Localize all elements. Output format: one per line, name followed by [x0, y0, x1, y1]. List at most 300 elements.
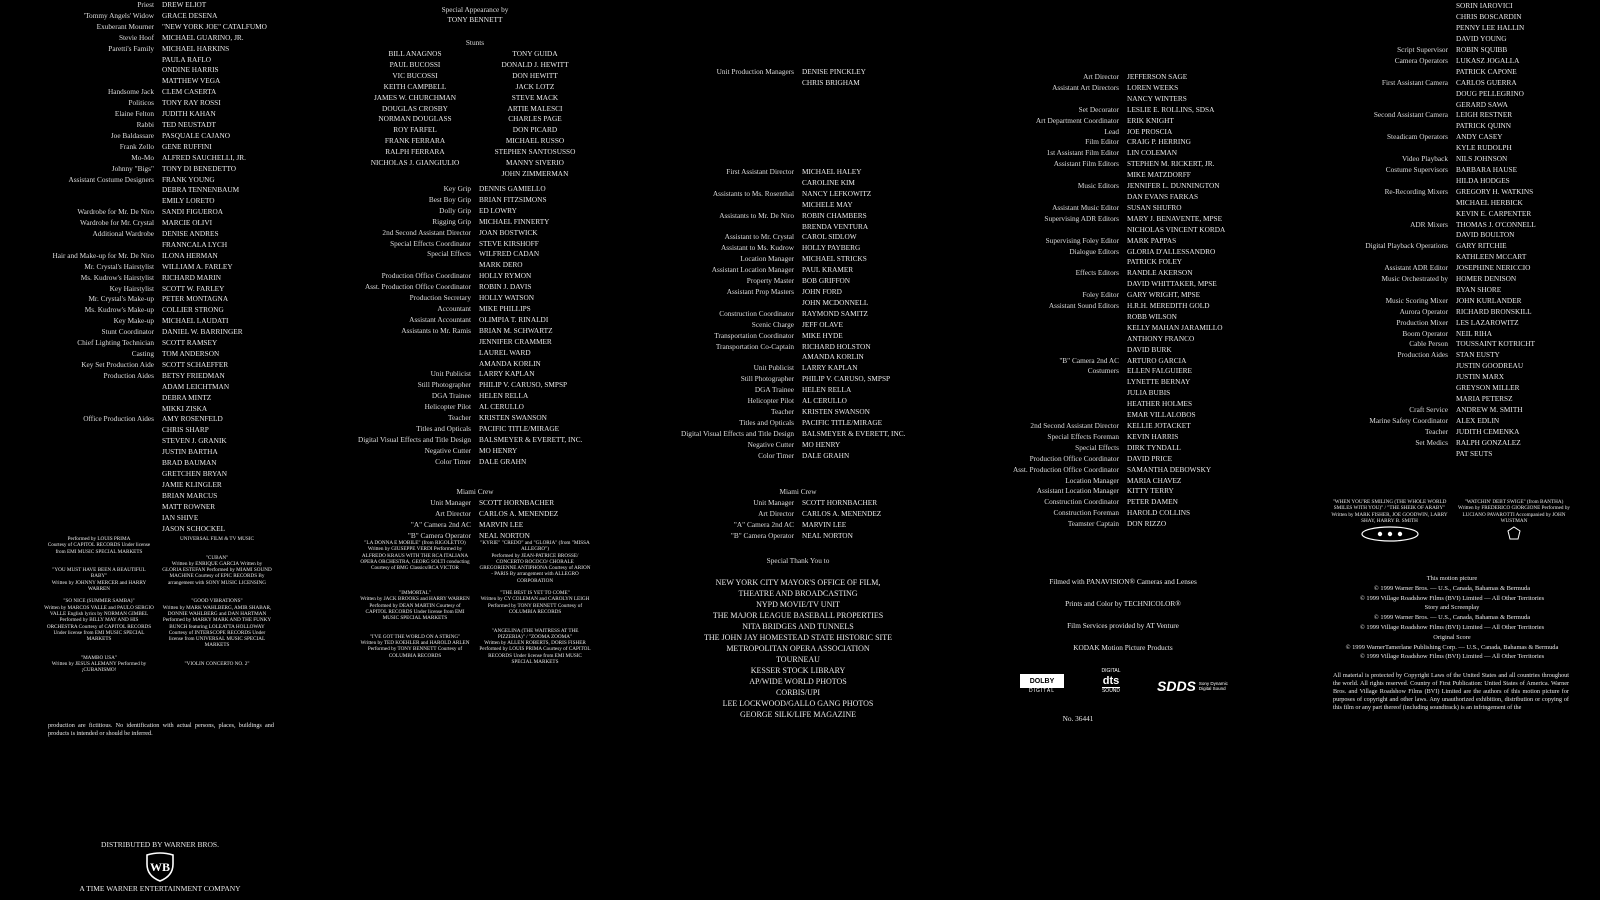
credit-row	[1003, 170, 1243, 181]
credit-role: Key Make-up	[113, 316, 154, 326]
credit-name: NILS JOHNSON	[1456, 154, 1508, 164]
miami-crew-heading: Miami Crew	[779, 487, 817, 496]
credit-name: SCOTT SCHAEFFER	[162, 359, 229, 369]
credit-name: RYAN SHORE	[1456, 284, 1502, 294]
song-title: "ANGELINA (THE WAITRESS AT THE PIZZERIA)" / "ZOOMA ZOOMA"	[491, 627, 579, 640]
song-credit	[162, 598, 272, 648]
credit-row	[1003, 519, 1243, 530]
song-body: Written by GIUSEPPE VERDI Performed by ALFREDO KRAUS WITH THE RCA ITALIANA OPERA ORCHESTRA, GEORG SOLTI conducting Courtesy of BMG Classics/RCA VICTOR	[360, 546, 470, 572]
credit-row	[1003, 83, 1243, 94]
credit-row	[678, 200, 918, 211]
credit-name: JUSTIN MARX	[1456, 372, 1505, 382]
credit-role: "A" Camera 2nd AC	[410, 519, 471, 529]
credit-row	[678, 396, 918, 407]
credit-name: MICHAEL STRICKS	[802, 254, 867, 264]
song-credit-right	[1455, 499, 1573, 540]
credit-role	[1327, 89, 1452, 100]
credit-name: KEVIN E. CARPENTER	[1456, 208, 1532, 218]
credit-role: Assistants to Mr. De Niro	[719, 210, 794, 220]
credit-name: BRAD BAUMAN	[162, 458, 217, 468]
credit-name: RAYMOND SAMITZ	[802, 308, 869, 318]
credit-role: Supervising Foley Editor	[1045, 235, 1119, 245]
copyright-line: This motion picture	[1426, 575, 1478, 582]
song-title: "THE BEST IS YET TO COME"	[500, 590, 570, 597]
credit-name: GRACE DESENA	[162, 10, 218, 20]
credit-row	[40, 458, 276, 469]
credit-row	[40, 425, 276, 436]
stunt-name: DON HEWITT	[512, 70, 558, 80]
credit-name: BALSMEYER & EVERETT, INC.	[802, 428, 906, 438]
credit-role	[40, 393, 158, 404]
credit-row	[1003, 399, 1243, 410]
credit-role: Key Hairstylist	[109, 283, 154, 293]
credit-role: Costume Supervisors	[1385, 164, 1448, 174]
song-credit	[44, 536, 154, 555]
credit-name: MARVIN LEE	[802, 519, 847, 529]
credit-role: Handsome Jack	[108, 87, 154, 97]
credit-role	[678, 222, 798, 233]
credit-role	[40, 65, 158, 76]
credit-role: Foley Editor	[1082, 290, 1119, 300]
credit-row	[1003, 181, 1243, 192]
credit-role: Chief Lighting Technician	[77, 338, 154, 348]
credit-name: GLORIA D'ALLESSANDRO	[1127, 246, 1216, 256]
credit-role: Best Boy Grip	[428, 194, 471, 204]
credit-name: JUDITH KAHAN	[162, 109, 216, 119]
credit-row	[1327, 307, 1577, 318]
credit-row	[1327, 110, 1577, 121]
credit-role: Costumers	[1087, 366, 1119, 376]
stunts-heading: Stunts	[465, 38, 485, 47]
credit-name: AMANDA KORLIN	[479, 358, 541, 368]
credit-name: DON RIZZO	[1127, 519, 1167, 529]
credit-role: Effects Editors	[1075, 268, 1119, 278]
credit-name: COLLIER STRONG	[162, 305, 224, 315]
song-credit	[359, 590, 471, 621]
credit-role: Craft Service	[1409, 404, 1448, 414]
credit-row	[678, 222, 918, 233]
credit-row	[355, 260, 595, 271]
credit-row	[1003, 356, 1243, 367]
credit-row	[40, 338, 276, 349]
panavision-credit: Filmed with PANAVISION® Cameras and Lenses	[1049, 577, 1197, 586]
credit-name: LARRY KAPLAN	[802, 363, 858, 373]
credit-role: Assistant Location Manager	[711, 265, 794, 275]
credits-list	[355, 184, 595, 468]
credit-row	[40, 393, 276, 404]
credit-role: Re-Recording Mixers	[1384, 186, 1448, 196]
credit-role	[1327, 209, 1452, 220]
copyright-line: © 1999 Village Roadshow Films (BVI) Limited — All Other Territories	[1359, 623, 1545, 631]
credit-row	[355, 304, 595, 315]
credit-role: 1st Assistant Film Editor	[1046, 148, 1119, 158]
credit-row	[1327, 372, 1577, 383]
credit-row	[355, 424, 595, 435]
credit-row	[678, 374, 918, 385]
credit-row	[1327, 383, 1577, 394]
song-body: Written by CY COLEMAN and CAROLYN LEIGH Performed by TONY BENNETT Courtesy of COLUMBIA RECORDS	[480, 596, 590, 615]
credit-row	[355, 348, 595, 359]
credit-role: Assistant Accountant	[409, 314, 471, 324]
credit-role: "B" Camera Operator	[730, 530, 794, 540]
credit-row	[355, 293, 595, 304]
credit-role: Casting	[131, 349, 154, 358]
credit-role	[1003, 323, 1123, 334]
credit-name: JOAN BOSTWICK	[479, 227, 538, 237]
credit-role: Assistant Costume Designers	[68, 174, 154, 184]
credit-row	[1327, 318, 1577, 329]
credit-row	[1003, 345, 1243, 356]
credit-row	[40, 447, 276, 458]
credit-row	[355, 457, 595, 468]
credit-name: MATT ROWNER	[162, 501, 216, 511]
credit-name: CARLOS A. MENENDEZ	[802, 508, 882, 518]
credit-row	[355, 402, 595, 413]
credit-name: KRISTEN SWANSON	[479, 413, 547, 423]
credit-name: HOLLY PAYBERG	[802, 243, 861, 253]
stunt-row	[355, 136, 595, 147]
credit-role	[678, 78, 798, 89]
credit-role: Additional Wardrobe	[92, 229, 154, 239]
credit-role: Assistant Art Directors	[1052, 82, 1119, 92]
credit-name: STEPHEN M. RICKERT, JR.	[1127, 159, 1215, 169]
credit-role	[1003, 192, 1123, 203]
song-credit-left	[1327, 499, 1452, 542]
credit-role: ADR Mixers	[1410, 219, 1448, 229]
stunt-name: TONY GUIDA	[512, 49, 558, 58]
credit-row	[1327, 67, 1577, 78]
credit-role: Construction Coordinator	[719, 308, 794, 318]
credit-name: DAVID PRICE	[1127, 453, 1173, 463]
credit-role	[1327, 121, 1452, 132]
credit-name: PAULA RAFLO	[162, 54, 211, 64]
dts-sound-label: SOUND	[1101, 688, 1121, 694]
credit-row	[1003, 366, 1243, 377]
credit-name: MARVIN LEE	[479, 519, 524, 529]
technicolor-credit: Prints and Color by TECHNICOLOR®	[1065, 599, 1181, 608]
stunt-name: DOUGLAS CROSBY	[382, 103, 448, 113]
credit-role: Transportation Co-Captain	[715, 341, 794, 351]
song-credit	[359, 540, 471, 571]
credit-row	[40, 65, 276, 76]
credit-name: GRETCHEN BRYAN	[162, 468, 228, 478]
credit-name: MARIA CHAVEZ	[1127, 475, 1182, 485]
song-credits	[40, 536, 276, 736]
credit-row	[678, 440, 918, 451]
credit-name: MICHAEL HALEY	[802, 167, 862, 176]
credit-role: Joe Baldassare	[110, 130, 154, 140]
credit-row	[40, 491, 276, 502]
credit-row	[40, 218, 276, 229]
credit-role: Set Decorator	[1078, 104, 1119, 114]
credit-row	[40, 0, 276, 11]
credit-name: CARLOS GUERRA	[1456, 77, 1517, 87]
credit-name: PAUL KRAMER	[802, 265, 854, 275]
credit-row	[40, 11, 276, 22]
song-body: Performed by JEAN-PATRICE BROSSE/ CONCERTO ROCOCO/ CHORALE GREGORIENNE ANTIPHONA Courtesy of ARION - PARIS By arrangement with ALLEGRO CORPORATION	[479, 552, 591, 584]
credit-row	[1003, 508, 1243, 519]
credit-row	[40, 120, 276, 131]
credit-name: JEFF OLAVE	[802, 319, 844, 329]
credit-row	[355, 380, 595, 391]
credits-column-4	[1003, 0, 1243, 900]
credit-name: DAVID YOUNG	[1456, 33, 1507, 43]
credit-role: Music Scoring Mixer	[1385, 295, 1448, 305]
stunt-row	[355, 93, 595, 104]
stunt-name: KEITH CAMPBELL	[383, 81, 447, 91]
credit-role: Office Production Aides	[83, 414, 154, 424]
credit-name: MIKE HYDE	[802, 330, 843, 340]
credit-row	[1327, 350, 1577, 361]
credit-name: MO HENRY	[802, 439, 841, 449]
credit-role: Supervising ADR Editors	[1044, 213, 1119, 223]
credit-role: Johnny "Bigs"	[111, 163, 154, 173]
credit-role: Still Photographer	[417, 380, 471, 390]
credit-row	[1003, 454, 1243, 465]
miami-crew-list	[355, 498, 595, 542]
credit-row	[678, 265, 918, 276]
credit-row	[40, 502, 276, 513]
song-title: "YOU MUST HAVE BEEN A BEAUTIFUL BABY"	[52, 567, 146, 580]
credit-role: "A" Camera 2nd AC	[733, 519, 794, 529]
credit-row	[40, 131, 276, 142]
credit-name: PACIFIC TITLE/MIRAGE	[802, 417, 883, 427]
stunt-name: JACK LOTZ	[515, 81, 555, 91]
credit-role	[40, 382, 158, 393]
credit-role: Script Supervisor	[1397, 45, 1448, 54]
credit-row	[1003, 323, 1243, 334]
credit-role: Politicos	[128, 98, 154, 108]
credit-role: Key Set Production Aide	[81, 359, 154, 369]
credit-role	[1327, 230, 1452, 241]
credit-role: Digital Visual Effects and Title Design	[358, 434, 471, 444]
credit-name: DAVID BOULTON	[1456, 230, 1515, 240]
credit-role: Assistant to Mr. Crystal	[724, 232, 794, 242]
credit-row	[355, 206, 595, 217]
credit-role: Location Manager	[740, 254, 794, 264]
credit-row	[355, 509, 595, 520]
song-body: Courtesy of CAPITOL RECORDS Under license from EMI MUSIC SPECIAL MARKETS	[47, 542, 151, 555]
credit-row	[1327, 274, 1577, 285]
credit-name: MARK DERO	[479, 260, 523, 270]
credit-row	[355, 446, 595, 457]
credit-name: "NEW YORK JOE" CATALFUMO	[162, 21, 267, 31]
credit-role: Teacher	[1425, 426, 1448, 436]
credit-row	[1327, 329, 1577, 340]
sdds-icon: SDDS	[1157, 678, 1196, 694]
credit-row	[40, 513, 276, 524]
credit-name: MICHAEL FINNERTY	[479, 216, 550, 226]
credit-role: Still Photographer	[740, 374, 794, 384]
credit-name: PHILIP V. CARUSO, SMPSP	[802, 374, 891, 384]
credit-role: Film Editor	[1085, 137, 1119, 147]
stunt-name: VIC BUCOSSI	[392, 70, 438, 80]
credit-role: Production Office Coordinator	[381, 271, 471, 281]
credit-row	[40, 349, 276, 360]
credit-name: PAT SEUTS	[1456, 448, 1493, 458]
credit-role	[40, 491, 158, 502]
credit-name: CARLOS A. MENENDEZ	[479, 508, 559, 518]
credit-role	[1327, 383, 1452, 394]
credit-role	[1003, 334, 1123, 345]
credit-name: NEAL NORTON	[479, 530, 530, 540]
dts-logo	[1097, 668, 1125, 694]
credit-name: NEAL NORTON	[802, 530, 853, 540]
credit-row	[678, 211, 918, 222]
stunt-name: NICHOLAS J. GIANGIULIO	[370, 158, 460, 168]
stunt-name: NORMAN DOUGLASS	[378, 114, 452, 124]
thanks-item: TOURNEAU	[776, 655, 820, 664]
song-credit	[162, 661, 272, 667]
miami-crew-heading: Miami Crew	[456, 487, 494, 496]
stunt-row	[355, 169, 595, 180]
company-line: A TIME WARNER ENTERTAINMENT COMPANY	[79, 884, 241, 893]
credit-role: Location Manager	[1065, 475, 1119, 485]
credit-row	[355, 195, 595, 206]
credit-role: Asst. Production Office Coordinator	[1012, 464, 1119, 474]
credit-name: TONY DI BENEDETTO	[162, 163, 237, 173]
credit-name: MIKKI ZISKA	[162, 403, 208, 413]
song-title: UNIVERSAL FILM & TV MUSIC	[180, 536, 254, 542]
credit-name: MARK PAPPAS	[1127, 235, 1177, 245]
stunt-name: DON PICARD	[512, 125, 558, 135]
credit-name: AMANDA KORLIN	[802, 352, 864, 362]
credit-row	[678, 178, 918, 189]
credit-name: GERARD SAWA	[1456, 99, 1508, 109]
credit-row	[678, 418, 918, 429]
copyright-line: Original Score	[1433, 633, 1471, 641]
song-body: Written by ALLEN ROBERTS, DORIS FISHER Performed by LOUIS PRIMA Courtesy of CAPITOL RECORDS Under license from EMI MUSIC SPECIAL MARKETS	[479, 640, 591, 666]
song-title: "CUBAN"	[205, 554, 229, 561]
song-credit	[162, 536, 272, 542]
credit-role: Unit Manager	[753, 498, 794, 507]
credit-row	[678, 385, 918, 396]
svg-text:WB: WB	[149, 860, 171, 874]
credit-name: TONY RAY ROSSI	[162, 98, 221, 108]
credit-row	[1003, 137, 1243, 148]
credit-role: DGA Trainee	[431, 391, 471, 401]
credit-name: HELEN RELLA	[802, 385, 852, 395]
credit-role: Paretti's Family	[108, 43, 154, 53]
credit-row	[355, 435, 595, 446]
credit-role: Art Director	[435, 508, 471, 518]
credit-role: Negative Cutter	[424, 445, 471, 455]
wb-shield-icon	[143, 852, 177, 882]
credit-name: LEIGH RESTNER	[1456, 110, 1513, 120]
credit-row	[1003, 334, 1243, 345]
thanks-item: KESSER STOCK LIBRARY	[750, 666, 846, 675]
credit-role	[40, 425, 158, 436]
credit-row	[40, 404, 276, 415]
credit-role	[1003, 94, 1123, 105]
credit-row	[40, 305, 276, 316]
credit-row	[678, 67, 918, 78]
credit-role: Exuberant Mourner	[96, 21, 154, 31]
credit-name: RICHARD MARIN	[162, 272, 221, 282]
credit-row	[1003, 105, 1243, 116]
credit-name: HOLLY RYMON	[479, 271, 532, 281]
credit-row	[40, 327, 276, 338]
credit-row	[355, 271, 595, 282]
credit-name: JEFFERSON SAGE	[1127, 72, 1188, 81]
credit-role	[40, 513, 158, 524]
credit-row	[1327, 339, 1577, 350]
credit-role: Mo-Mo	[131, 152, 154, 162]
credit-name: HOMER DENISON	[1456, 274, 1517, 284]
credit-name: OLIMPIA T. RINALDI	[479, 314, 549, 324]
credit-row	[678, 309, 918, 320]
credit-row	[1003, 148, 1243, 159]
credit-row	[1003, 247, 1243, 258]
credit-name: PATRICK CAPONE	[1456, 66, 1517, 76]
credit-role: Mr. Crystal's Make-up	[88, 294, 154, 304]
credit-name: FRANK YOUNG	[162, 174, 215, 184]
thanks-item: THEATRE AND BROADCASTING	[738, 589, 858, 598]
credit-role	[1003, 410, 1123, 421]
credit-row	[355, 315, 595, 326]
stunt-name: MICHAEL RUSSO	[505, 136, 565, 146]
credit-row	[355, 239, 595, 250]
credit-row	[678, 451, 918, 462]
credit-role: Unit Publicist	[753, 363, 794, 373]
credit-row	[40, 294, 276, 305]
credit-name: SCOTT RAMSEY	[162, 338, 218, 348]
credit-role	[40, 436, 158, 447]
credit-row	[40, 196, 276, 207]
credit-name: AL CERULLO	[479, 402, 524, 412]
special-thanks-heading: Special Thank You to	[766, 556, 830, 565]
stunts-list	[355, 49, 595, 180]
credit-name: DENISE PINCKLEY	[802, 67, 866, 76]
credit-name: ERIK KNIGHT	[1127, 115, 1174, 125]
credit-row	[40, 153, 276, 164]
credit-name: GENE RUFFINI	[162, 141, 212, 151]
credit-role: Stunt Coordinator	[101, 327, 154, 337]
dts-top-label: DIGITAL	[1101, 668, 1121, 674]
credit-role: Negative Cutter	[747, 439, 794, 449]
credit-name: ANTHONY FRANCO	[1127, 333, 1195, 343]
credit-name: DEBRA MINTZ	[162, 392, 212, 402]
credit-row	[1327, 285, 1577, 296]
credit-role: Construction Foreman	[1053, 508, 1119, 518]
credit-name: CAROLINE KIM	[802, 177, 855, 187]
credit-role: 2nd Second Assistant Director	[382, 227, 471, 237]
credit-role	[678, 298, 798, 309]
credit-row	[1003, 497, 1243, 508]
credit-row	[355, 413, 595, 424]
credit-role	[355, 348, 475, 359]
credit-role: Titles and Opticals	[739, 417, 794, 427]
stunt-name: JOHN ZIMMERMAN	[501, 168, 569, 178]
thanks-item: NEW YORK CITY MAYOR'S OFFICE OF FILM,	[715, 578, 881, 587]
credit-name: ELLEN FALGUIERE	[1127, 366, 1192, 376]
credit-role	[1003, 225, 1123, 236]
credit-row	[40, 273, 276, 284]
credit-row	[1003, 476, 1243, 487]
credit-row	[40, 251, 276, 262]
credit-row	[1003, 301, 1243, 312]
credit-name: BRIAN M. SCHWARTZ	[479, 325, 553, 335]
credit-name: SUSAN SHUFRO	[1127, 202, 1182, 212]
stunt-name: CHARLES PAGE	[508, 114, 562, 124]
credit-row	[678, 363, 918, 374]
credit-name: JOE PROSCIA	[1127, 126, 1173, 136]
credit-row	[1327, 154, 1577, 165]
credit-row	[1327, 427, 1577, 438]
credit-role: Unit Publicist	[430, 369, 471, 379]
song-title: "MAMBO USA"	[80, 654, 118, 661]
credit-row	[1327, 45, 1577, 56]
